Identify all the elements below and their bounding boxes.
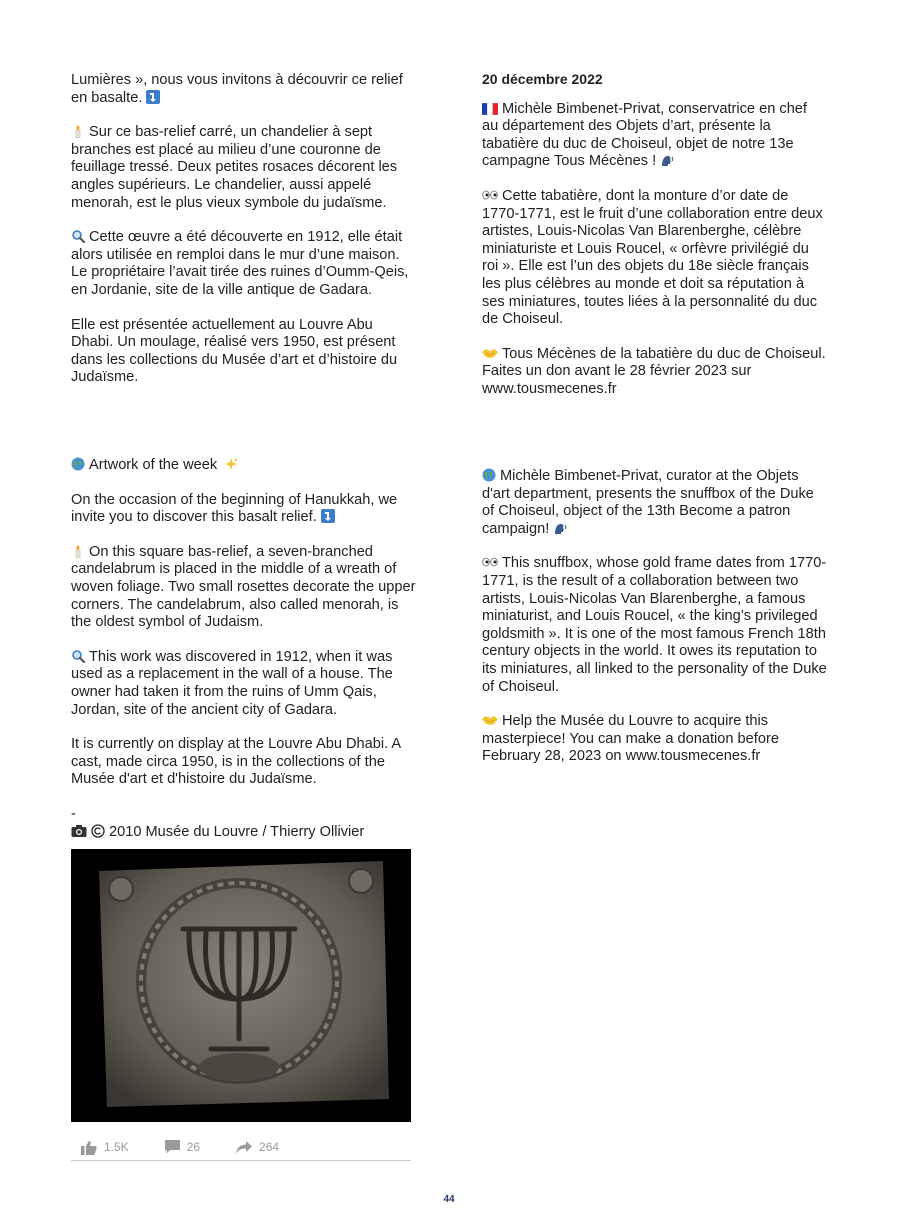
fr-paragraph-2-text: Sur ce bas-relief carré, un chandelier à sept branches est placé au milieu d’une couronne de feuillage tressé. Deux petites rosaces décorent les angles supérieurs. Le chandelier, aussi appelé menorah, est le plus vieux symbole du judaïsme.: [71, 124, 398, 211]
likes-count: 1.5K: [104, 1140, 129, 1154]
handshake-icon: [482, 713, 498, 727]
thumbs-up-icon: [81, 1140, 97, 1155]
camera-icon: [71, 824, 87, 838]
eyes-icon: [482, 188, 498, 202]
likes-stat[interactable]: [81, 1140, 129, 1155]
right-fr-paragraph-1-text: Michèle Bimbenet-Privat, conservatrice en chef au département des Objets d’art, présente la tabatière du duc de Choiseul, objet de notre 13e campagne Tous Mécènes !: [482, 100, 807, 170]
right-column: [482, 71, 827, 399]
eyes-icon: [482, 555, 498, 569]
left-column: [71, 72, 416, 387]
en-paragraph-2: [71, 544, 416, 632]
fr-paragraph-1-text: Lumières », nous vous invitons à découvrir ce relief en basalte.: [71, 72, 403, 106]
photo-credit-text: 2010 Musée du Louvre / Thierry Ollivier: [109, 823, 365, 840]
relief-image: [71, 849, 411, 1122]
right-en-paragraph-1-text: Michèle Bimbenet-Privat, curator at the Objets d'art department, presents the snuffbox of the Duke of Choiseul, object of the 13th Become a patron campaign!: [482, 468, 814, 537]
page-number: 44: [443, 1194, 455, 1205]
handshake-icon: [482, 346, 498, 360]
artwork-heading-text: Artwork of the week: [89, 457, 218, 473]
arrow-down-icon: [146, 90, 160, 104]
en-paragraph-1-text: On the occasion of the beginning of Hanukkah, we invite you to discover this basalt relief.: [71, 491, 398, 526]
left-english-block: [71, 457, 416, 841]
artwork-heading: [71, 457, 416, 475]
candle-icon: [71, 124, 85, 138]
comments-stat[interactable]: [165, 1140, 200, 1154]
french-flag-icon: [482, 103, 498, 115]
social-stats-bar: [71, 1134, 411, 1161]
comments-count: 26: [186, 1140, 201, 1154]
right-fr-paragraph-2-text: Cette tabatière, dont la monture d’or date de 1770-1771, est le fruit d’une collaboration entre deux artistes, Louis-Nicolas Van Blarenberghe, célèbre miniaturiste et Louis Roucel, « orfèvre privilégié du roi ». Elle est l’un des objets du 18e siècle français les plus célèbres au monde et doit sa réputation à ses miniatures, toutes liées à la personnalité du duc de Choiseul.: [482, 187, 823, 328]
globe-icon: [482, 468, 496, 482]
comment-icon: [165, 1140, 180, 1154]
magnifier-icon: [71, 229, 85, 243]
en-paragraph-3: [71, 649, 416, 719]
shares-stat[interactable]: [236, 1140, 279, 1154]
share-icon: [236, 1141, 252, 1154]
fr-paragraph-3-text: Cette œuvre a été découverte en 1912, elle était alors utilisée en remploi dans le mur d’une maison. Le propriétaire l’avait tirée des ruines d’Oumm-Qeis, en Jordanie, site de la ville antique de Gadara.: [71, 229, 409, 298]
copyright-icon: [91, 824, 105, 838]
right-fr-paragraph-1: [482, 101, 827, 171]
right-en-paragraph-2-text: This snuffbox, whose gold frame dates from 1770-1771, is the result of a collaboration between two artists, Louis-Nicolas Van Blarenberghe, a famous miniaturist, and Louis Roucel, « the king’s privileged goldsmith ». It is one of the most famous French 18th century objects in the world. It owes its reputation to its miniatures, all linked to the personality of the Duke of Choiseul.: [482, 555, 827, 695]
sparkles-icon: [224, 457, 238, 471]
fr-paragraph-4: Elle est présentée actuellement au Louvre Abu Dhabi. Un moulage, réalisé vers 1950, est présent dans les collections du Musée d’art et d’histoire du Judaïsme.: [71, 316, 398, 386]
post-date: 20 décembre 2022: [482, 71, 603, 87]
shares-count: 264: [259, 1140, 280, 1154]
candle-icon: [71, 544, 85, 558]
right-en-paragraph-2: [482, 555, 827, 696]
en-paragraph-4: It is currently on display at the Louvre Abu Dhabi. A cast, made circa 1950, is in the collections of the Musée d'art et d'histoire du Judaïsme.: [71, 736, 401, 788]
speaking-head-icon: [660, 153, 674, 167]
photo-credit: [71, 824, 416, 842]
fr-paragraph-1: [71, 72, 416, 107]
globe-icon: [71, 457, 85, 471]
right-fr-paragraph-2: [482, 188, 827, 329]
right-fr-paragraph-3a-text: Tous Mécènes de la tabatière du duc de Choiseul.: [502, 345, 826, 362]
right-fr-paragraph-3b-text: Faites un don avant le 28 février 2023 sur www.tousmecenes.fr: [482, 363, 752, 397]
right-fr-paragraph-3: [482, 346, 827, 399]
basalt-relief-photo: [71, 849, 411, 1122]
separator-dash: -: [71, 805, 76, 822]
right-en-paragraph-1: [482, 468, 827, 538]
fr-paragraph-3: [71, 229, 416, 299]
right-en-paragraph-3: [482, 713, 827, 766]
arrow-down-icon: [321, 509, 335, 523]
en-paragraph-1: [71, 492, 416, 527]
en-paragraph-2-text: On this square bas-relief, a seven-branched candelabrum is placed in the middle of a wreath of woven foliage. Two small rosettes decorate the upper corners. The candelabrum, also called menorah, is the oldest symbol of Judaism.: [71, 543, 416, 631]
en-paragraph-3-text: This work was discovered in 1912, when it was used as a replacement in the wall of a house. The owner had taken it from the ruins of Umm Qais, Jordan, site of the ancient city of Gadara.: [71, 648, 393, 718]
right-english-block: [482, 468, 827, 766]
magnifier-icon: [71, 649, 85, 663]
speaking-head-icon: [553, 521, 567, 535]
right-en-paragraph-3-text: Help the Musée du Louvre to acquire this masterpiece! You can make a donation before February 28, 2023 on www.tousmecenes.fr: [482, 713, 779, 765]
fr-paragraph-2: [71, 124, 416, 212]
